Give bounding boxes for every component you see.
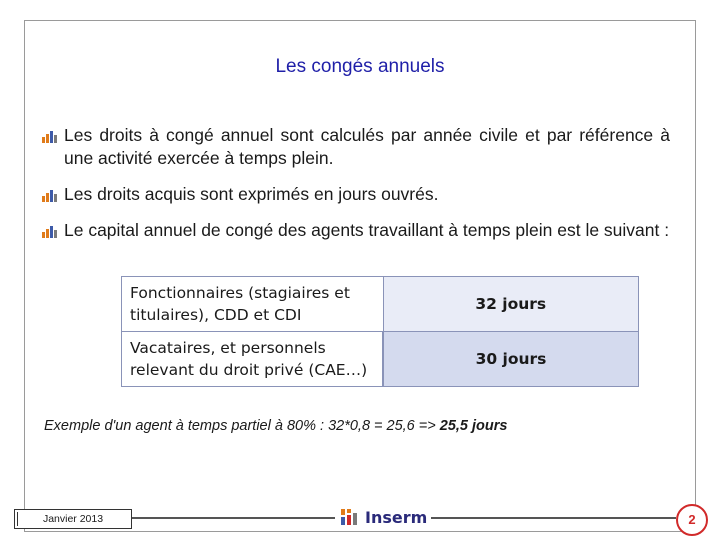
footer-divider [412, 517, 676, 519]
inserm-logo-icon [339, 507, 361, 527]
bullet-item [42, 183, 670, 206]
table-cell-category: Vacataires, et personnels relevant du droit privé (CAE…) [122, 332, 384, 387]
example-line [44, 418, 507, 434]
example-result: 25,5 jours [439, 418, 508, 434]
logo-text: Inserm [365, 507, 428, 527]
leave-rights-table [121, 276, 639, 387]
footer-logo [335, 506, 431, 528]
example-text: Exemple d'un agent à temps partiel à 80% : 32*0,8 = 25,6 => [44, 418, 440, 434]
slide-title: Les congés annuels [275, 56, 445, 77]
bullet-text: Les droits à congé annuel sont calculés par année civile et par référence à une activité exercée à temps plein. [64, 125, 670, 168]
footer-date: Janvier 2013 [14, 509, 132, 529]
bullet-item [42, 124, 670, 170]
bar-chart-bullet-icon [42, 129, 58, 143]
bullet-item [42, 219, 670, 242]
table-cell-days: 32 jours [383, 277, 639, 332]
table-cell-days: 30 jours [383, 332, 639, 387]
table-cell-category: Fonctionnaires (stagiaires et titulaires), CDD et CDI [122, 277, 384, 332]
page-number: 2 [676, 504, 708, 536]
bullet-text: Le capital annuel de congé des agents travaillant à temps plein est le suivant : [64, 220, 670, 240]
bar-chart-bullet-icon [42, 224, 58, 238]
bullet-text: Les droits acquis sont exprimés en jours ouvrés. [64, 184, 439, 204]
table-row [122, 277, 639, 332]
bar-chart-bullet-icon [42, 188, 58, 202]
footer-divider [132, 517, 335, 519]
table-row [122, 332, 639, 387]
bullet-list [42, 124, 670, 255]
